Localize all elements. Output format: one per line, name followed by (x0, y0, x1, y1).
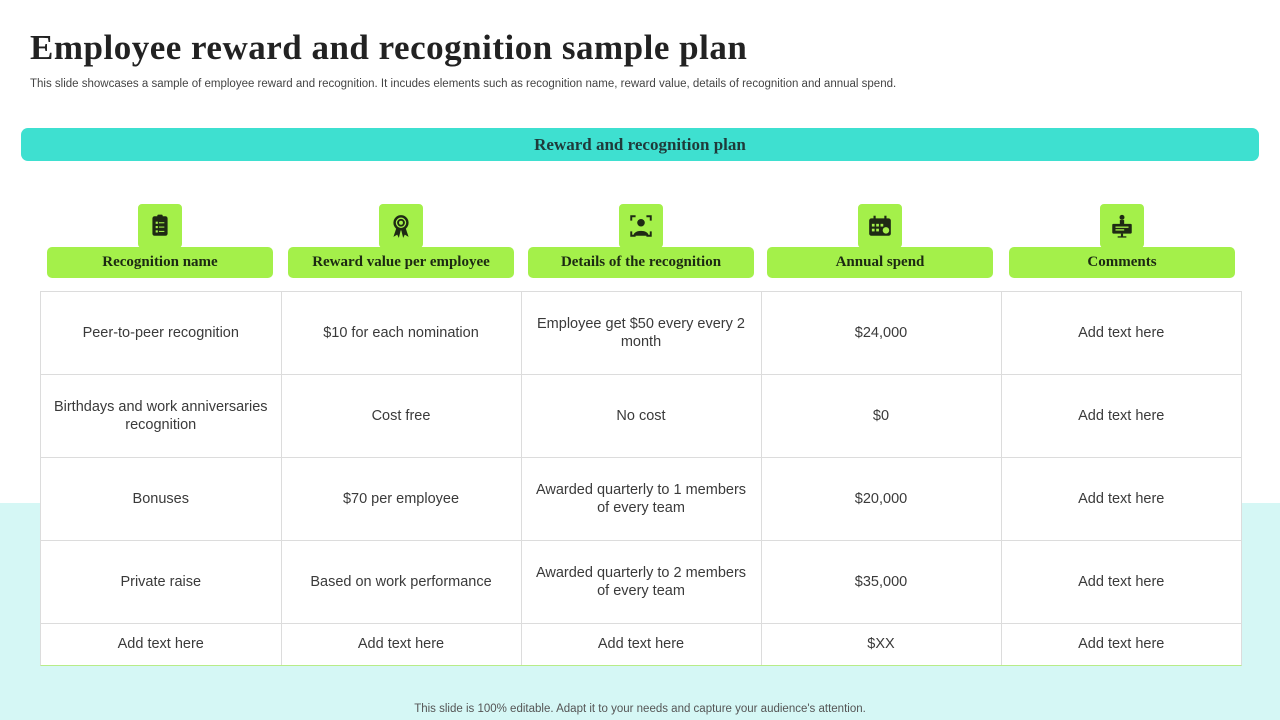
page-title: Employee reward and recognition sample plan (30, 28, 748, 67)
table-row (41, 540, 1241, 623)
column-header-label: Comments (1009, 247, 1235, 278)
table-cell: Add text here (281, 623, 521, 665)
table-cell: Birthdays and work anniversaries recognition (41, 374, 281, 457)
column-header-label: Annual spend (767, 247, 993, 278)
table-cell: Add text here (41, 623, 281, 665)
column-header-label: Reward value per employee (288, 247, 514, 278)
table-cell: $35,000 (761, 540, 1001, 623)
page-subtitle: This slide showcases a sample of employee reward and recognition. It incudes elements such as recognition name, reward value, details of recognition and annual spend. (30, 78, 897, 90)
table-cell: No cost (521, 374, 761, 457)
calendar-money-icon (856, 202, 904, 250)
presenter-board-icon (1098, 202, 1146, 250)
table-cell: Add text here (1001, 292, 1241, 374)
column-header-reward-value (288, 202, 514, 278)
column-header-label: Recognition name (47, 247, 273, 278)
id-badge-icon (136, 202, 184, 250)
table-cell: $70 per employee (281, 457, 521, 540)
table-cell: Bonuses (41, 457, 281, 540)
table-cell: $24,000 (761, 292, 1001, 374)
section-banner: Reward and recognition plan (21, 128, 1259, 161)
table-cell: $0 (761, 374, 1001, 457)
table-cell: Add text here (1001, 457, 1241, 540)
table-cell: Awarded quarterly to 2 members of every team (521, 540, 761, 623)
table-cell: $XX (761, 623, 1001, 665)
table-row (41, 457, 1241, 540)
table-cell: $20,000 (761, 457, 1001, 540)
table-cell: Add text here (521, 623, 761, 665)
table-cell: $10 for each nomination (281, 292, 521, 374)
column-header-label: Details of the recognition (528, 247, 754, 278)
table-cell: Private raise (41, 540, 281, 623)
award-ribbon-icon (377, 202, 425, 250)
column-header-recognition-name (47, 202, 273, 278)
plan-table (40, 291, 1242, 666)
table-row (41, 623, 1241, 665)
table-cell: Cost free (281, 374, 521, 457)
column-header-annual-spend (767, 202, 993, 278)
column-header-comments (1009, 202, 1235, 278)
table-cell: Add text here (1001, 623, 1241, 665)
footer-note: This slide is 100% editable. Adapt it to your needs and capture your audience's attention. (414, 703, 866, 715)
table-cell: Employee get $50 every every 2 month (521, 292, 761, 374)
table-row (41, 374, 1241, 457)
column-header-details (528, 202, 754, 278)
table-cell: Add text here (1001, 540, 1241, 623)
table-cell: Add text here (1001, 374, 1241, 457)
table-row (41, 292, 1241, 374)
table-cell: Peer-to-peer recognition (41, 292, 281, 374)
table-cell: Based on work performance (281, 540, 521, 623)
table-cell: Awarded quarterly to 1 members of every team (521, 457, 761, 540)
user-focus-icon (617, 202, 665, 250)
